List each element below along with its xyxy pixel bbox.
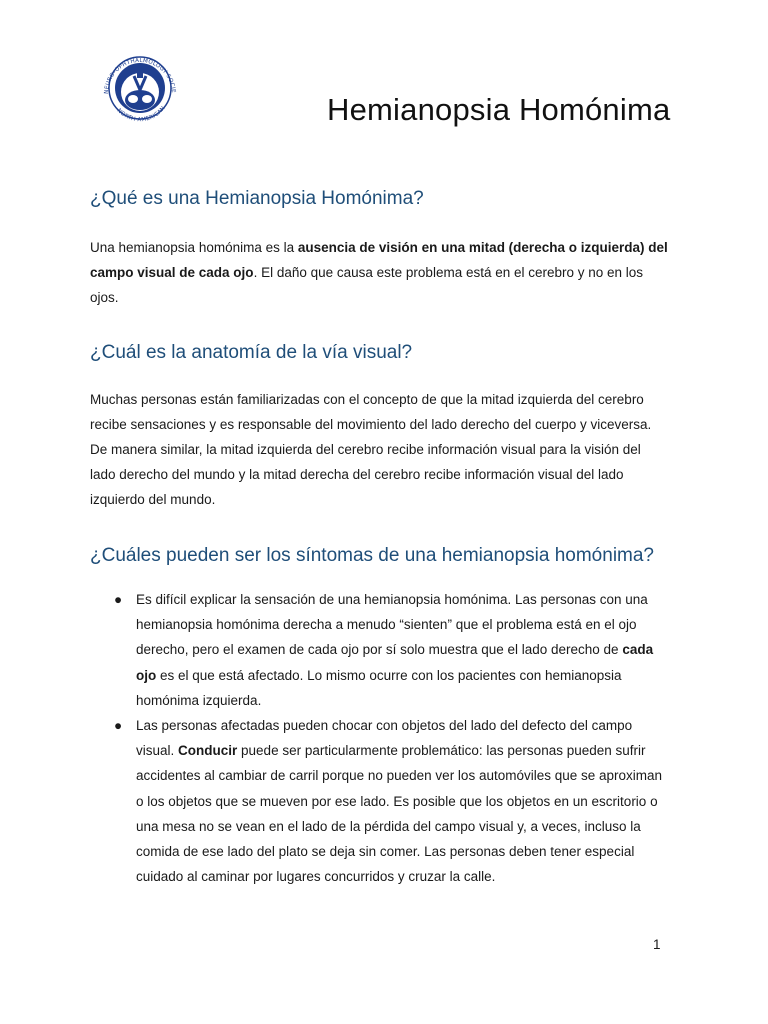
document-body (90, 186, 670, 889)
svg-text:NORTH AMERICAN: NORTH AMERICAN (115, 105, 167, 124)
section-heading-anatomy: ¿Cuál es la anatomía de la vía visual? (90, 342, 413, 363)
definition-paragraph: Una hemianopsia homónima es la ausencia de visión en una mitad (derecha o izquierda) del campo visual de cada ojo. El daño que causa este problema está en el cerebro y no en los ojos. (90, 240, 668, 305)
section-heading-symptoms: ¿Cuáles pueden ser los síntomas de una hemianopsia homónima? (90, 545, 654, 566)
bullet-icon: ● (114, 718, 123, 734)
svg-text:NEURO-OPHTHALMOLOGY SOCIETY: NEURO-OPHTHALMOLOGY SOCIE (103, 57, 177, 95)
document-title: Hemianopsia Homónima (327, 92, 671, 127)
list-item: ● Es difícil explicar la sensación de una hemianopsia homónima. Las personas con una hemianopsia homónima derecha a menudo “sienten” que el problema está en el ojo derecho, pero el examen de cada ojo por sí solo muestra que el lado derecho de cada ojo es el que está afectado. Lo mismo ocurre con los pacientes con hemianopsia homónima izquierda. (90, 587, 670, 713)
emphasis-text: ausencia de visión en una mitad (derecha o izquierda) del campo visual de cada ojo (90, 240, 668, 280)
nanos-logo (94, 42, 186, 134)
page-number: 1 (653, 937, 661, 952)
section-heading-definition: ¿Qué es una Hemianopsia Homónima? (90, 188, 424, 209)
nanos-seal-icon (94, 42, 186, 134)
symptoms-list (90, 587, 670, 889)
anatomy-paragraph: Muchas personas están familiarizadas con el concepto de que la mitad izquierda del cerebro recibe sensaciones y es responsable del movimiento del lado derecho del cuerpo y viceversa. De manera similar, la mitad izquierda del cerebro recibe información visual para la visión del lado derecho del mundo y la mitad derecha del cerebro recibe información visual del lado izquierdo del mundo. (90, 392, 652, 507)
emphasis-text: Conducir (178, 743, 238, 759)
bullet-icon: ● (114, 592, 123, 607)
emphasis-text: cada ojo (136, 642, 654, 683)
list-item: ● Las personas afectadas pueden chocar con objetos del lado del defecto del campo visual. Conducir puede ser particularmente problemático: las personas pueden sufrir accidentes al cambiar de carril porque no pueden ver los automóviles que se aproximan o los objetos que se mueven por ese lado. Es posible que los objetos en un escritorio o una mesa no se vean en el lado de la pérdida del campo visual y, a veces, incluso la comida de ese lado del plato se deja sin comer. Las personas deben tener especial cuidado al caminar por lugares concurridos y cruzar la calle. (90, 713, 670, 889)
